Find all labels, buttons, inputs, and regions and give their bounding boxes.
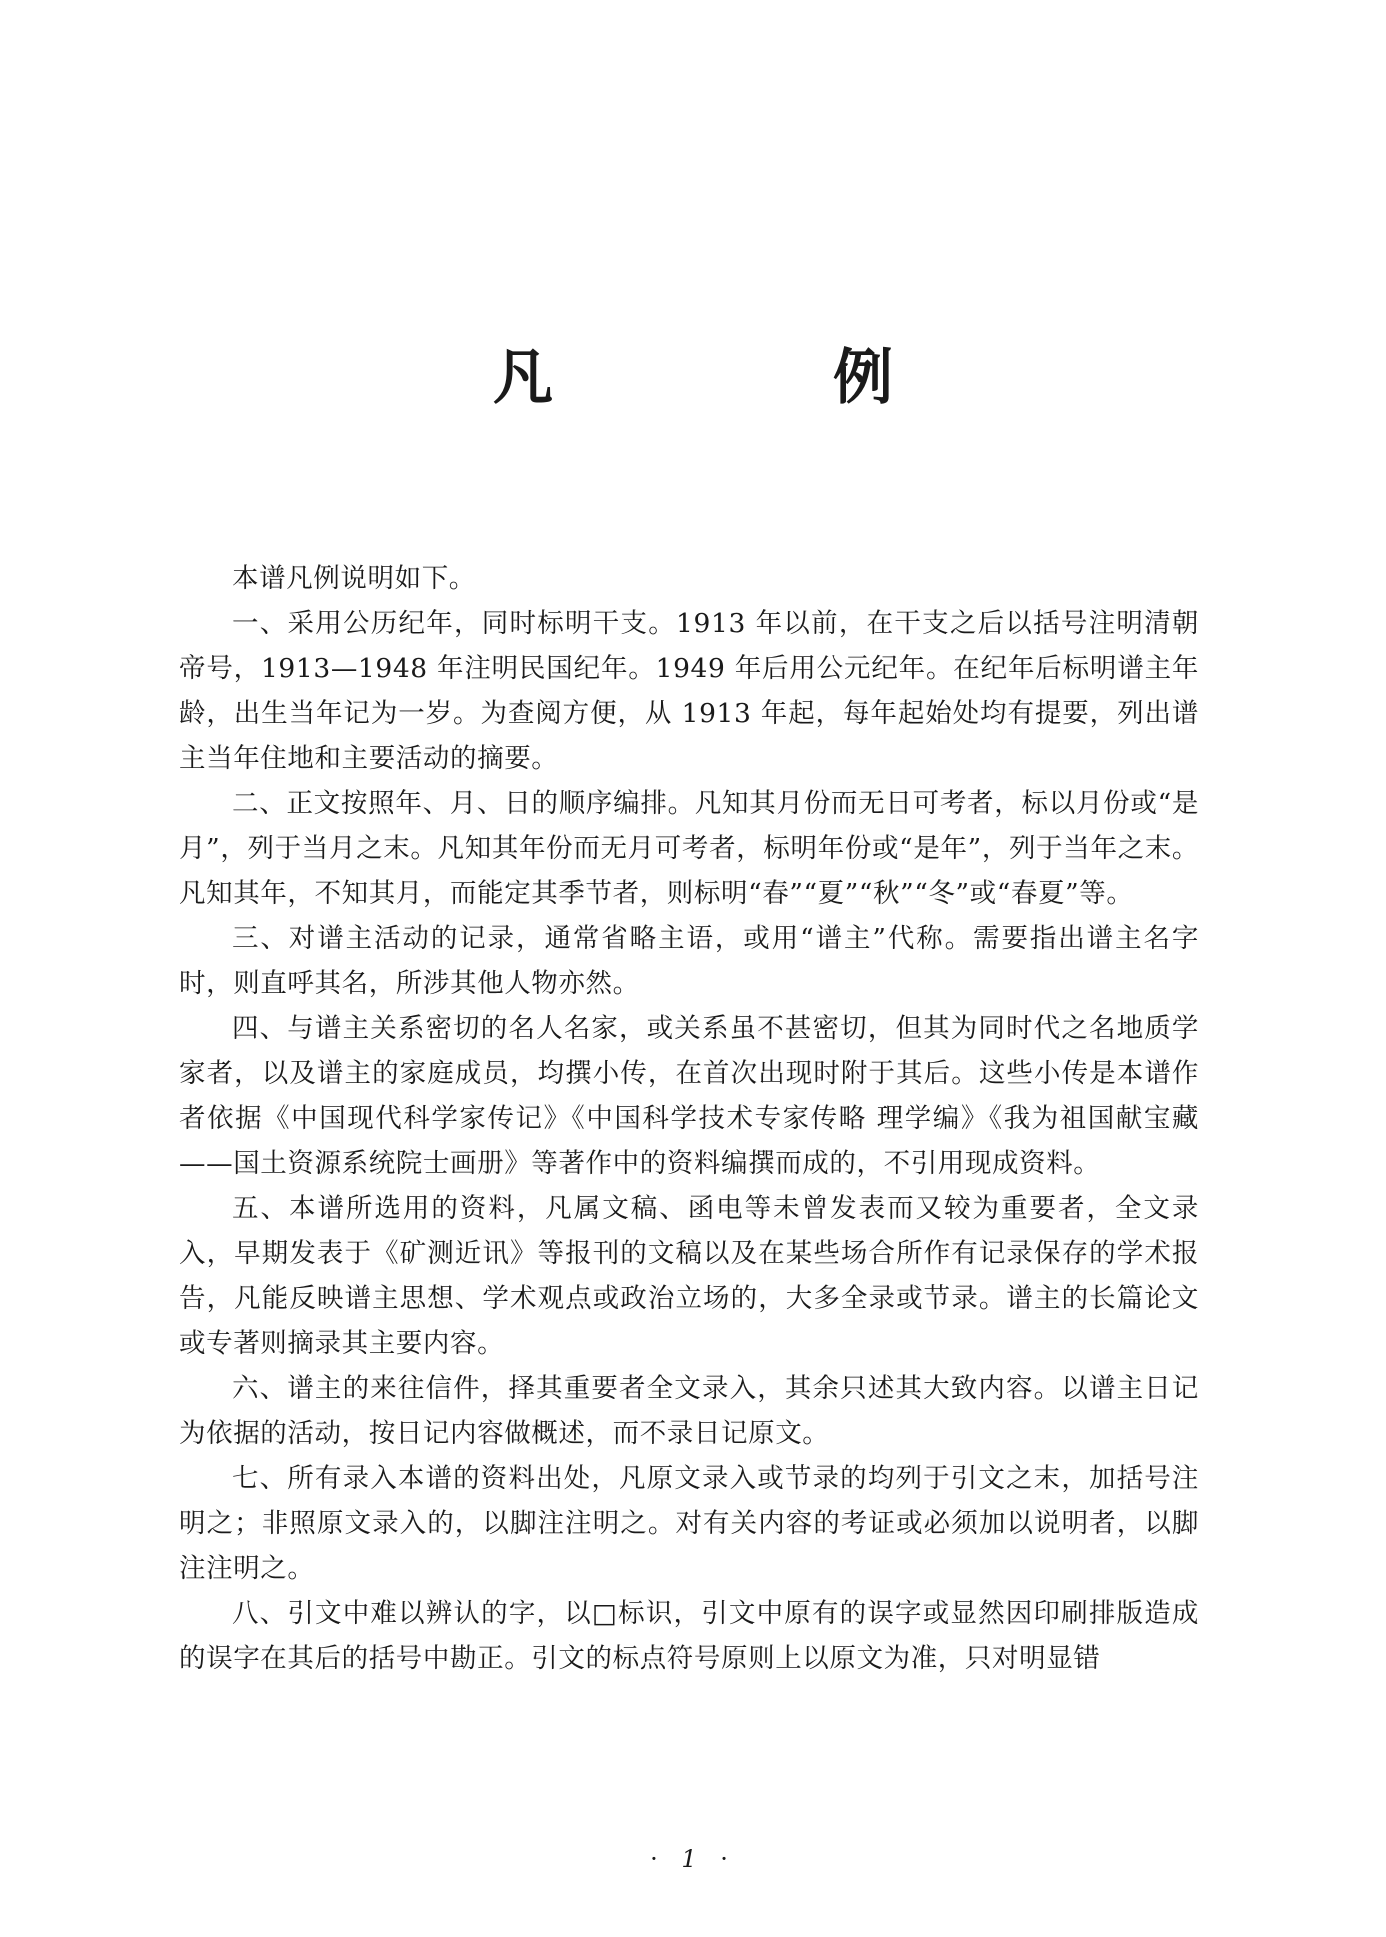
rule-paragraph-5: 五、本谱所选用的资料，凡属文稿、函电等未曾发表而又较为重要者，全文录入，早期发表于《矿测近讯》等报刊的文稿以及在某些场合所作有记录保存的学术报告，凡能反映谱主思想、学术观点或政治立场的，大多全录或节录。谱主的长篇论文或专著则摘录其主要内容。	[179, 1193, 1199, 1359]
body-text	[179, 556, 1199, 1681]
rule-paragraph-4: 四、与谱主关系密切的名人名家，或关系虽不甚密切，但其为同时代之名地质学家者，以及谱主的家庭成员，均撰小传，在首次出现时附于其后。这些小传是本谱作者依据《中国现代科学家传记》《中国科学技术专家传略 理学编》《我为祖国献宝藏——国土资源系统院士画册》等著作中的资料编撰而成的，不引用现成资料。	[179, 1013, 1199, 1179]
rule-paragraph-2: 二、正文按照年、月、日的顺序编排。凡知其月份而无日可考者，标以月份或“是月”，列于当月之末。凡知其年份而无月可考者，标明年份或“是年”，列于当年之末。凡知其年，不知其月，而能定其季节者，则标明“春”“夏”“秋”“冬”或“春夏”等。	[179, 788, 1199, 909]
rule-paragraph-3: 三、对谱主活动的记录，通常省略主语，或用“谱主”代称。需要指出谱主名字时，则直呼其名，所涉其他人物亦然。	[179, 923, 1199, 999]
page-title: 凡 例	[493, 343, 1003, 413]
page-number-right-dot: ·	[720, 1845, 736, 1873]
intro-paragraph: 本谱凡例说明如下。	[232, 563, 476, 594]
rule-paragraph-1: 一、采用公历纪年，同时标明干支。1913 年以前，在干支之后以括号注明清朝帝号，1913—1948 年注明民国纪年。1949 年后用公元纪年。在纪年后标明谱主年龄，出生当年记为一岁。为查阅方便，从 1913 年起，每年起始处均有提要，列出谱主当年住地和主要活动的摘要。	[179, 608, 1199, 774]
rule-paragraph-8: 八、引文中难以辨认的字，以□标识，引文中原有的误字或显然因印刷排版造成的误字在其后的括号中勘正。引文的标点符号原则上以原文为准，只对明显错	[179, 1598, 1199, 1674]
page-number	[0, 1845, 1386, 1873]
rule-paragraph-7: 七、所有录入本谱的资料出处，凡原文录入或节录的均列于引文之末，加括号注明之；非照原文录入的，以脚注注明之。对有关内容的考证或必须加以说明者，以脚注注明之。	[179, 1463, 1199, 1584]
page-number-value: 1	[681, 1845, 705, 1873]
page-number-left-dot: ·	[650, 1845, 666, 1873]
rule-paragraph-6: 六、谱主的来往信件，择其重要者全文录入，其余只述其大致内容。以谱主日记为依据的活动，按日记内容做概述，而不录日记原文。	[179, 1373, 1199, 1449]
